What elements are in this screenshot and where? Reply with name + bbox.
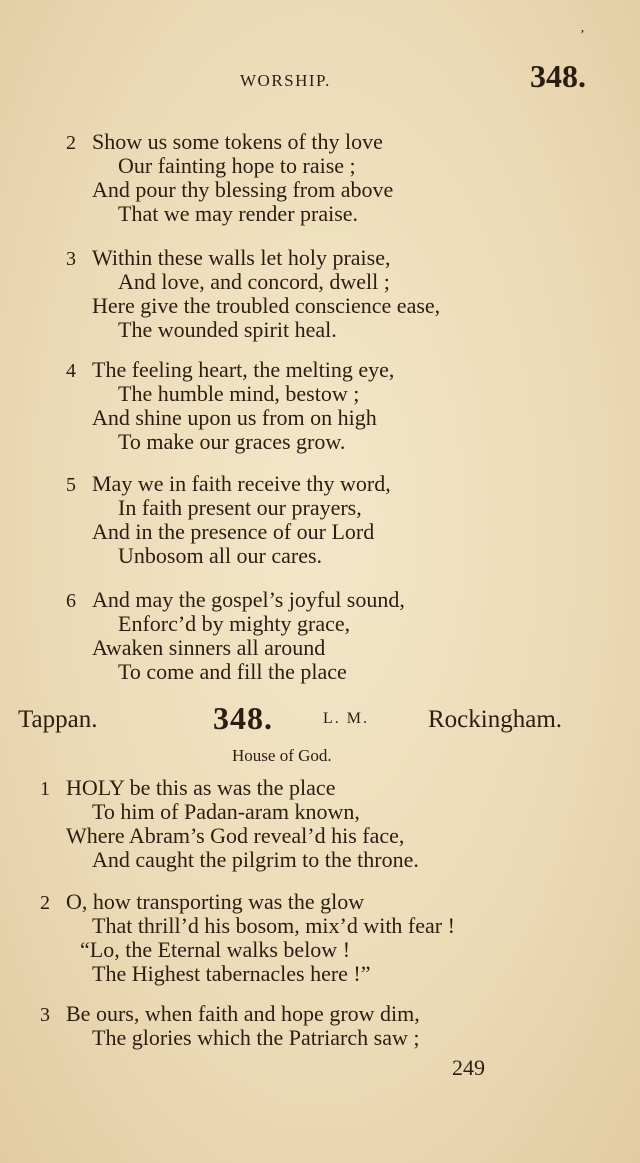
verse-line: In faith present our prayers, (118, 495, 362, 520)
verse-line: Here give the troubled conscience ease, (92, 293, 441, 318)
verse-line: O, how transporting was the glow (66, 889, 365, 914)
verse-number: 5 (66, 474, 76, 496)
verse-line: That thrill’d his bosom, mix’d with fear ! (92, 913, 455, 938)
hymn-subject: House of God. (232, 746, 332, 765)
verse-number: 1 (40, 778, 50, 800)
verse-line: Show us some tokens of thy love (92, 129, 383, 154)
verse-line: Enforc’d by mighty grace, (118, 611, 351, 636)
verse-line: And may the gospel’s joyful sound, (92, 587, 405, 612)
verse-line: HOLY be this as was the place (66, 775, 336, 800)
verse-line: And caught the pilgrim to the throne. (92, 847, 419, 872)
verse-line: The Highest tabernacles here !” (92, 961, 371, 986)
verse-line: And shine upon us from on high (92, 405, 377, 430)
verse-number: 3 (40, 1004, 50, 1026)
verse-line: The glories which the Patriarch saw ; (92, 1025, 420, 1050)
verse-line: To him of Padan-aram known, (92, 799, 360, 824)
tune-name-right: Rockingham. (428, 706, 563, 733)
verse-line: To come and fill the place (118, 659, 347, 684)
verse-line: And in the presence of our Lord (92, 519, 375, 544)
folio-page-number: 249 (452, 1055, 485, 1080)
verse-number: 4 (66, 360, 76, 382)
verse-line: To make our graces grow. (118, 429, 346, 454)
verse-line: The feeling heart, the melting eye, (92, 357, 395, 382)
running-head: WORSHIP. (240, 71, 331, 90)
meter: L. M. (323, 710, 369, 727)
verse-line: Unbosom all our cares. (118, 543, 323, 568)
verse-line: May we in faith receive thy word, (92, 471, 391, 496)
verse-line: Our fainting hope to raise ; (118, 153, 356, 178)
verse-line: The wounded spirit heal. (118, 317, 337, 342)
verse-number: 6 (66, 590, 76, 612)
verse-number: 3 (66, 248, 76, 270)
verse-line: Awaken sinners all around (92, 635, 326, 660)
hymn-number: 348. (213, 700, 273, 736)
verse-line: “Lo, the Eternal walks below ! (80, 937, 351, 962)
tune-name-left: Tappan. (18, 706, 98, 733)
corner-mark: ’ (580, 28, 585, 43)
verse-line: That we may render praise. (118, 201, 359, 226)
verse-number: 2 (66, 132, 76, 154)
verse-line: And love, and concord, dwell ; (118, 269, 390, 294)
verse-line: The humble mind, bestow ; (118, 381, 360, 406)
verse-line: And pour thy blessing from above (92, 177, 394, 202)
header-hymn-number: 348. (530, 58, 586, 94)
verse-line: Within these walls let holy praise, (92, 245, 391, 270)
verse-line: Be ours, when faith and hope grow dim, (66, 1001, 420, 1026)
verse-number: 2 (40, 892, 50, 914)
verse-line: Where Abram’s God reveal’d his face, (66, 823, 405, 848)
